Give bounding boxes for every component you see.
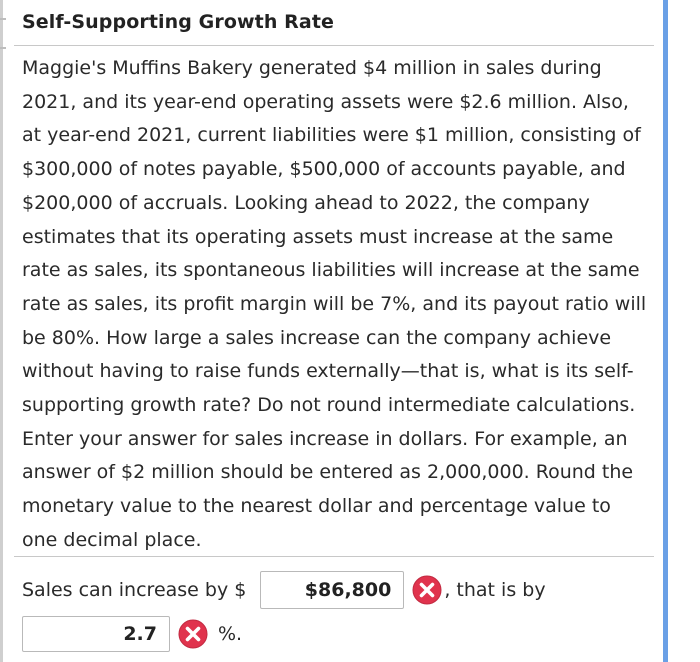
left-border-tick bbox=[0, 47, 6, 49]
incorrect-icon bbox=[412, 575, 442, 605]
incorrect-icon bbox=[178, 619, 208, 649]
question-panel bbox=[14, 0, 654, 662]
answer-row-sales bbox=[22, 568, 546, 612]
answer-divider bbox=[14, 556, 654, 557]
percent-suffix-label: %. bbox=[218, 623, 243, 645]
growth-rate-value: 2.7 bbox=[123, 623, 157, 645]
left-border-tick bbox=[0, 18, 6, 20]
question-text: Maggie's Muffins Bakery generated $4 million in sales during 2021, and its year-end operating assets were $2.6 million. Also, at year-end 2021, current liabilities were $1 million, consisting of $300,000 of notes payable, $500,000 of accounts payable, and $200,000 of accruals. Looking ahead to 2022, the company estimates that its operating assets must increase at the same rate as sales, its spontaneous liabilities will increase at the same rate as sales, its profit margin will be 7%, and its payout ratio will be 80%. How large a sales increase can the company achieve without having to raise funds externally—that is, what is its self-supporting growth rate? Do not round intermediate calculations. Enter your answer for sales increase in dollars. For example, an answer of $2 million should be entered as 2,000,000. Round the monetary value to the nearest dollar and percentage value to one decimal place. bbox=[22, 57, 647, 551]
answer-prefix-label: Sales can increase by $ bbox=[22, 579, 247, 601]
scrollbar[interactable] bbox=[663, 0, 668, 662]
growth-rate-input[interactable] bbox=[22, 616, 170, 652]
answer-row-percent bbox=[22, 614, 242, 654]
sales-increase-value: $86,800 bbox=[304, 579, 392, 601]
answer-middle-label: , that is by bbox=[444, 579, 546, 601]
left-border bbox=[0, 0, 3, 662]
question-title: Self-Supporting Growth Rate bbox=[22, 11, 334, 33]
title-divider bbox=[14, 45, 654, 46]
sales-increase-input[interactable] bbox=[260, 571, 404, 609]
